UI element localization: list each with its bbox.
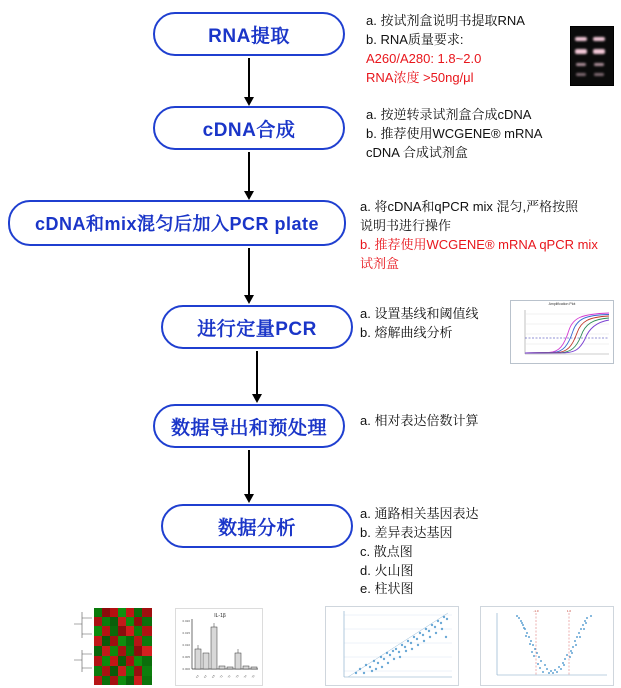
svg-text:1.0: 1.0: [566, 609, 572, 613]
svg-text:C1: C1: [195, 674, 200, 679]
note-line: a. 相对表达倍数计算: [360, 413, 479, 428]
amplification-plot-title: Amplification Plot: [548, 302, 576, 306]
svg-text:0.015: 0.015: [182, 631, 190, 635]
note-line: 试剂盒: [360, 255, 400, 271]
note-rna-extraction: [366, 12, 566, 87]
flow-step-rna-extraction: [153, 12, 345, 56]
flow-step-label: 数据导出和预处理: [170, 417, 327, 439]
flow-step-mix-into-plate: [8, 200, 346, 246]
flow-step-data-analysis: [161, 504, 353, 548]
flow-step-data-export: [153, 404, 345, 448]
svg-text:T4: T4: [243, 674, 248, 679]
note-run-qpcr: [360, 305, 510, 343]
note-data-export: [360, 412, 560, 431]
flow-arrow-3: [248, 248, 250, 296]
flow-step-label: cDNA合成: [202, 119, 296, 141]
heatmap-svg: [72, 604, 158, 688]
note-line: 说明书进行操作: [360, 217, 452, 233]
amplification-plot-svg: [511, 306, 613, 362]
analysis-thumbnail-strip: [0, 604, 621, 688]
volcano-plot-thumbnail: [480, 606, 614, 686]
flow-step-run-qpcr: [161, 305, 353, 349]
svg-text:IL-1β: IL-1β: [214, 613, 226, 619]
note-mix-into-plate: [360, 198, 615, 273]
note-line: e. 柱状图: [360, 581, 414, 597]
svg-text:T2: T2: [227, 674, 232, 679]
flow-step-label: cDNA和mix混匀后加入PCR plate: [34, 214, 320, 234]
note-line: b. 熔解曲线分析: [360, 324, 453, 340]
note-line: b. 推荐使用WCGENE® mRNA: [366, 125, 543, 141]
flow-arrow-1: [248, 58, 250, 98]
flow-arrow-2: [248, 152, 250, 192]
gel-electrophoresis-image: [570, 26, 614, 86]
note-line: a. 按逆转录试剂盒合成cDNA: [366, 107, 532, 122]
volcano-plot-svg: [481, 607, 613, 685]
note-line: b. 差异表达基因: [360, 524, 453, 540]
amplification-plot: [510, 300, 614, 364]
scatter-plot-svg: [326, 607, 458, 685]
svg-text:0.005: 0.005: [182, 655, 190, 659]
note-line: d. 火山图: [360, 562, 414, 578]
svg-text:0.020: 0.020: [182, 619, 190, 623]
note-line: A260/A280: 1.8~2.0: [366, 50, 482, 66]
svg-text:0.000: 0.000: [182, 667, 190, 671]
flow-arrow-4: [256, 351, 258, 395]
flow-arrow-5: [248, 450, 250, 495]
svg-text:T5: T5: [251, 674, 256, 679]
bar-chart-svg: [176, 609, 262, 685]
note-line: a. 设置基线和阈值线: [360, 306, 479, 321]
note-data-analysis: [360, 505, 560, 599]
note-line: b. 推荐使用WCGENE® mRNA qPCR mix: [360, 236, 598, 252]
note-line: cDNA 合成试剂盒: [366, 144, 468, 160]
svg-text:C2: C2: [203, 674, 208, 679]
flow-step-label: RNA提取: [208, 25, 290, 47]
flow-step-label: 进行定量PCR: [197, 318, 317, 340]
note-line: a. 通路相关基因表达: [360, 506, 479, 521]
note-line: b. RNA质量要求:: [366, 31, 464, 47]
scatter-plot-thumbnail: [325, 606, 459, 686]
svg-text:0.010: 0.010: [182, 643, 190, 647]
svg-text:T1: T1: [219, 674, 224, 679]
note-line: a. 将cDNA和qPCR mix 混匀,严格按照: [360, 199, 579, 214]
bar-chart-thumbnail: [175, 608, 263, 686]
heatmap-thumbnail: [72, 604, 158, 688]
svg-text:-1.0: -1.0: [533, 609, 539, 613]
svg-text:T3: T3: [235, 674, 240, 679]
note-cdna-synthesis: [366, 106, 576, 163]
note-line: c. 散点图: [360, 543, 413, 559]
note-line: a. 按试剂盒说明书提取RNA: [366, 13, 525, 28]
flow-step-cdna-synthesis: [153, 106, 345, 150]
flow-step-label: 数据分析: [217, 517, 296, 539]
note-line: RNA浓度 >50ng/μl: [366, 69, 474, 85]
svg-text:C3: C3: [211, 674, 216, 679]
